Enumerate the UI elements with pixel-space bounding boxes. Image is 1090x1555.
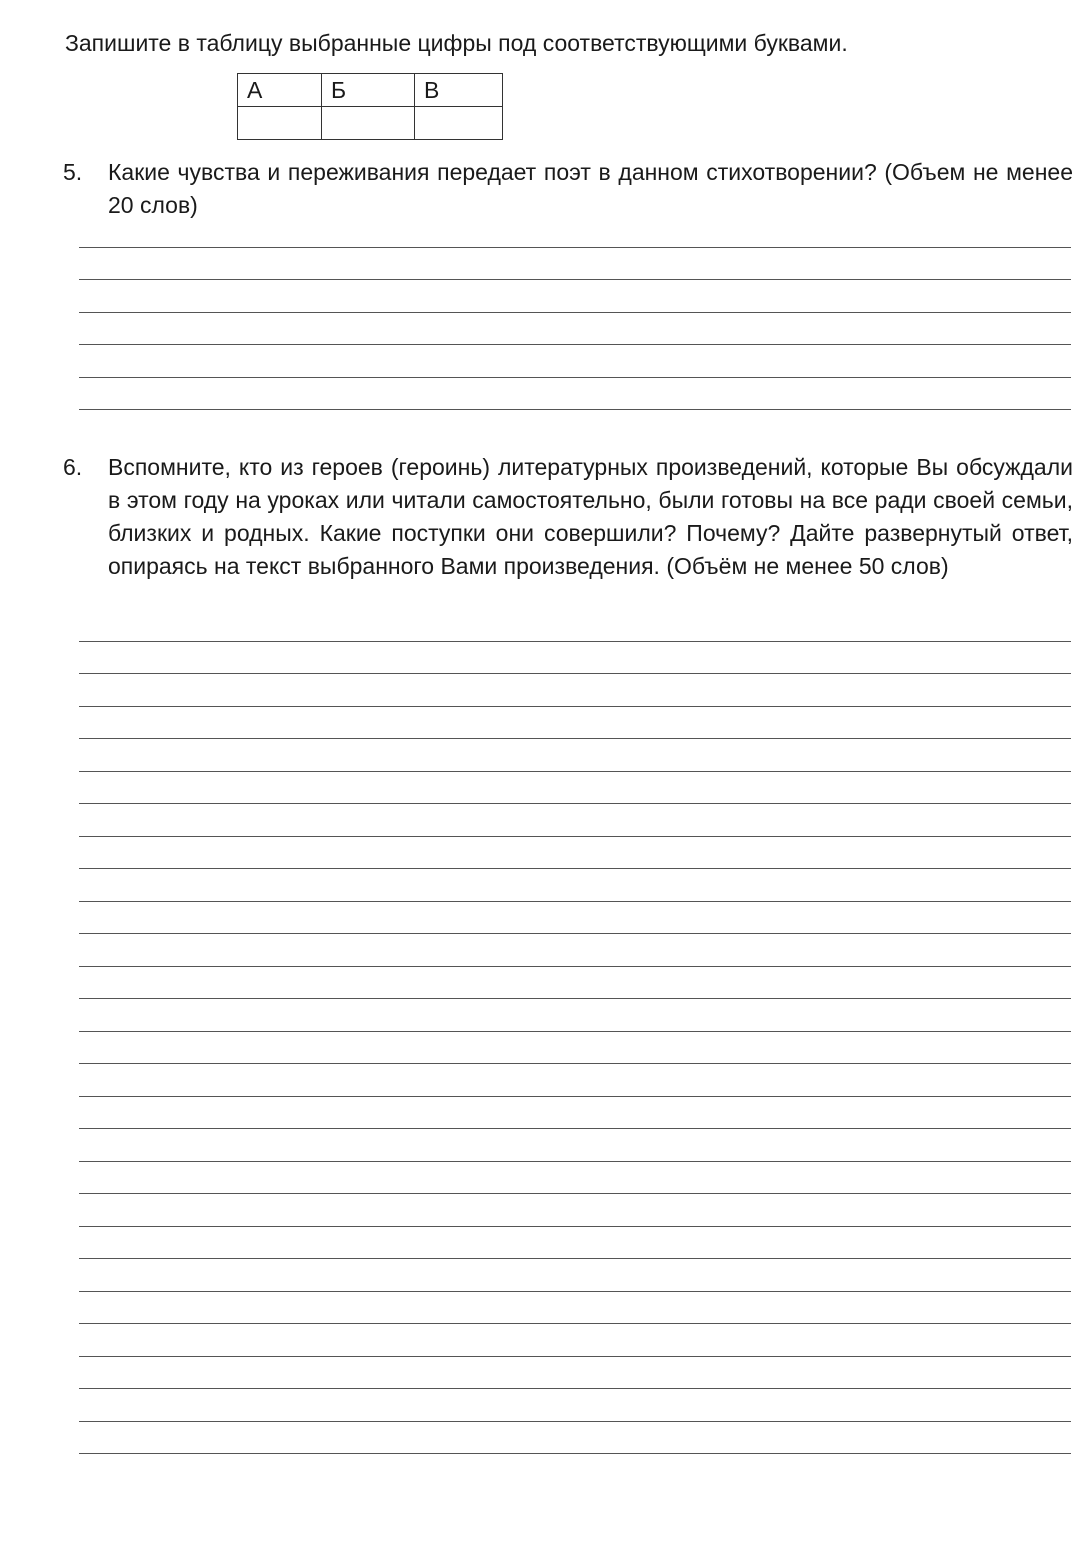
answer-line[interactable]: [79, 609, 1071, 642]
answer-line[interactable]: [79, 967, 1071, 1000]
answer-line[interactable]: [79, 1324, 1071, 1357]
answer-line[interactable]: [79, 869, 1071, 902]
answer-table-header-b: Б: [322, 74, 415, 107]
question-5-number: 5.: [63, 159, 83, 185]
answer-line[interactable]: [79, 739, 1071, 772]
answer-line[interactable]: [79, 1032, 1071, 1065]
answer-table-header-a: А: [238, 74, 322, 107]
question-5-answer-lines[interactable]: [79, 215, 1071, 410]
answer-line[interactable]: [79, 280, 1071, 313]
question-5-text: Какие чувства и переживания передает поэт в данном стихотворении? (Объем не менее 20 слов): [108, 159, 1073, 218]
answer-line[interactable]: [79, 1292, 1071, 1325]
answer-table-header-v: В: [415, 74, 503, 107]
answer-cell-v[interactable]: [415, 107, 503, 140]
table-instruction: Запишите в таблицу выбранные цифры под соответствующими буквами.: [65, 30, 848, 56]
answer-line[interactable]: [79, 215, 1071, 248]
answer-line[interactable]: [79, 902, 1071, 935]
question-6: [63, 451, 1073, 583]
answer-line[interactable]: [79, 1422, 1071, 1455]
answer-line[interactable]: [79, 1194, 1071, 1227]
answer-line[interactable]: [79, 378, 1071, 411]
answer-line[interactable]: [79, 1357, 1071, 1390]
answer-line[interactable]: [79, 313, 1071, 346]
answer-line[interactable]: [79, 1097, 1071, 1130]
answer-line[interactable]: [79, 934, 1071, 967]
question-6-number: 6.: [63, 454, 83, 480]
answer-line[interactable]: [79, 999, 1071, 1032]
answer-line[interactable]: [79, 345, 1071, 378]
question-6-text: Вспомните, кто из героев (героинь) литературных произведений, которые Вы обсуждали в этом году на уроках или читали самостоятельно, были готовы на все ради своей семьи, близких и родных. Какие поступки они совершили? Почему? Дайте развернутый ответ, опираясь на текст выбранного Вами произведения. (Объём не менее 50 слов): [108, 454, 1073, 579]
answer-line[interactable]: [79, 248, 1071, 281]
answer-line[interactable]: [79, 1162, 1071, 1195]
answer-line[interactable]: [79, 804, 1071, 837]
answer-line[interactable]: [79, 642, 1071, 675]
answer-cell-a[interactable]: [238, 107, 322, 140]
answer-line[interactable]: [79, 1064, 1071, 1097]
answer-line[interactable]: [79, 1389, 1071, 1422]
answer-line[interactable]: [79, 1227, 1071, 1260]
answer-line[interactable]: [79, 772, 1071, 805]
answer-line[interactable]: [79, 1129, 1071, 1162]
answer-line[interactable]: [79, 674, 1071, 707]
question-5: [63, 156, 1073, 222]
answer-line[interactable]: [79, 707, 1071, 740]
answer-cell-b[interactable]: [322, 107, 415, 140]
question-6-answer-lines[interactable]: [79, 609, 1071, 1454]
answer-line[interactable]: [79, 1259, 1071, 1292]
answer-line[interactable]: [79, 837, 1071, 870]
answer-table-header-row: [238, 74, 503, 107]
answer-table: [237, 73, 503, 140]
answer-table-value-row: [238, 107, 503, 140]
